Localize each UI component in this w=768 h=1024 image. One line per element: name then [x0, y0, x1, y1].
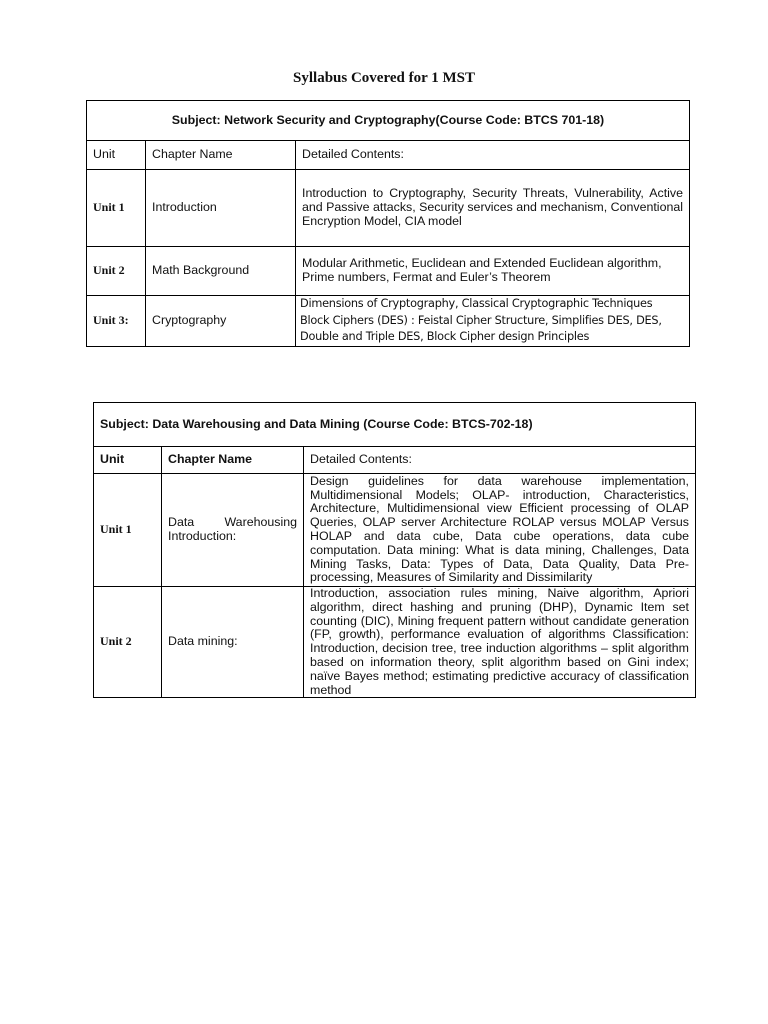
table-row: [94, 474, 696, 587]
document-title: Syllabus Covered for 1 MST: [293, 70, 475, 86]
table-header-row: [94, 447, 696, 474]
detailed-contents: Modular Arithmetic, Euclidean and Extended Euclidean algorithm, Prime numbers, Fermat and Euler’s Theorem: [296, 247, 690, 296]
unit-label: Unit 2: [94, 587, 162, 698]
column-header-details: Detailed Contents:: [296, 141, 690, 170]
table-header-row: [87, 141, 690, 170]
subject-heading: Subject: Network Security and Cryptography(Course Code: BTCS 701-18): [87, 101, 690, 141]
chapter-name: Data Warehousing Introduction:: [162, 474, 304, 587]
unit-label: Unit 1: [87, 170, 146, 247]
syllabus-table-network-security: [86, 100, 690, 347]
detailed-contents: Introduction, association rules mining, Naive algorithm, Apriori algorithm, direct hashing and pruning (DHP), Dynamic Item set counting (DIC), Mining frequent pattern without candidate generation (FP, growth), performance evaluation of algorithms Classification: Introduction, decision tree, tree induction algorithms – split algorithm based on information theory, split algorithm based on Gini index; naïve Bayes method; estimating predictive accuracy of classification method: [304, 587, 696, 698]
syllabus-table-data-warehousing: [93, 402, 696, 698]
table-row: [87, 296, 690, 347]
column-header-unit: Unit: [87, 141, 146, 170]
column-header-details: Detailed Contents:: [304, 447, 696, 474]
details-line: Double and Triple DES, Block Cipher design Principles: [300, 330, 590, 344]
detailed-contents: Design guidelines for data warehouse implementation, Multidimensional Models; OLAP- introduction, Characteristics, Architecture, Multidimensional view Efficient processing of OLAP Queries, OLAP server Architecture ROLAP versus MOLAP Versus HOLAP and data cube, Data cube operations, data cube computation. Data mining: What is data mining, Challenges, Data Mining Tasks, Data: Types of Data, Data Quality, Data Pre-processing, Measures of Similarity and Dissimilarity: [304, 474, 696, 587]
table-row: [87, 170, 690, 247]
chapter-name: Introduction: [146, 170, 296, 247]
chapter-name: Math Background: [146, 247, 296, 296]
table-row: [87, 247, 690, 296]
column-header-chapter: Chapter Name: [162, 447, 304, 474]
details-line: Dimensions of Cryptography, Classical Cryptographic Techniques: [300, 297, 653, 310]
column-header-chapter: Chapter Name: [146, 141, 296, 170]
details-line: Block Ciphers (DES) : Feistal Cipher Structure, Simplifies DES, DES,: [300, 313, 662, 327]
detailed-contents: [296, 296, 690, 347]
subject-heading: Subject: Data Warehousing and Data Mining (Course Code: BTCS-702-18): [94, 403, 696, 447]
chapter-name: Cryptography: [146, 296, 296, 347]
chapter-name: Data mining:: [162, 587, 304, 698]
table-row: [94, 587, 696, 698]
unit-label: Unit 2: [87, 247, 146, 296]
unit-label: Unit 1: [94, 474, 162, 587]
detailed-contents: Introduction to Cryptography, Security Threats, Vulnerability, Active and Passive attacks, Security services and mechanism, Conventional Encryption Model, CIA model: [296, 170, 690, 247]
unit-label: Unit 3:: [87, 296, 146, 347]
column-header-unit: Unit: [94, 447, 162, 474]
